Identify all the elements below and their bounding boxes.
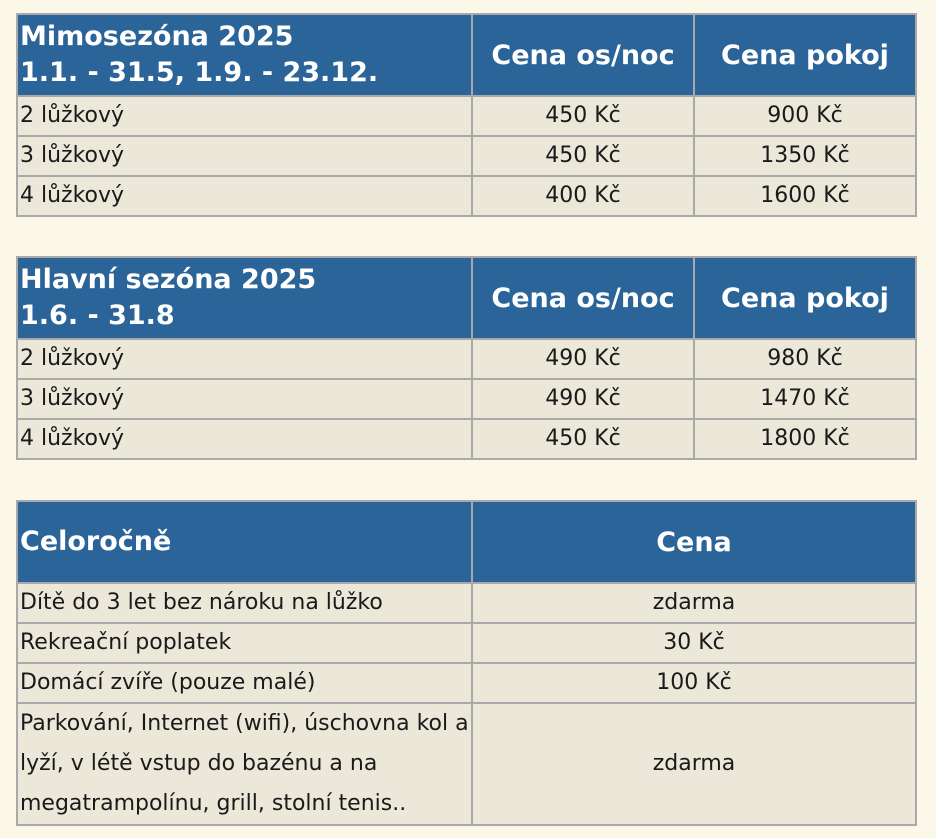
room-type-label: 3 lůžkový xyxy=(17,136,472,176)
table-row xyxy=(17,583,916,623)
fee-label: Dítě do 3 let bez nároku na lůžko xyxy=(17,583,472,623)
season-title: Hlavní sezóna 2025 xyxy=(20,264,317,295)
table-row xyxy=(17,419,916,459)
price-per-room: 980 Kč xyxy=(694,339,916,379)
table-row xyxy=(17,96,916,136)
fee-label: Parkování, Internet (wifi), úschovna kol a lyží, v létě vstup do bazénu a na megatrampolínu, grill, stolní tenis.. xyxy=(17,703,472,825)
table-row xyxy=(17,663,916,703)
table-row xyxy=(17,176,916,216)
fee-price: 100 Kč xyxy=(472,663,916,703)
price-per-room: 1470 Kč xyxy=(694,379,916,419)
room-type-label: 2 lůžkový xyxy=(17,339,472,379)
season-dates: 1.6. - 31.8 xyxy=(20,300,175,331)
price-per-room: 1800 Kč xyxy=(694,419,916,459)
table-row xyxy=(17,379,916,419)
price-per-person: 490 Kč xyxy=(472,379,694,419)
column-header-room: Cena pokoj xyxy=(694,257,916,339)
main-season-price-table xyxy=(16,256,917,460)
price-per-room: 900 Kč xyxy=(694,96,916,136)
table-row xyxy=(17,623,916,663)
table-row xyxy=(17,339,916,379)
price-per-person: 450 Kč xyxy=(472,96,694,136)
table-header-row xyxy=(17,257,916,339)
year-round-price-table xyxy=(16,500,917,826)
season-title-cell xyxy=(17,14,472,96)
table-header-row xyxy=(17,14,916,96)
price-per-person: 450 Kč xyxy=(472,136,694,176)
year-round-title: Celoročně xyxy=(17,501,472,583)
season-title: Mimosezóna 2025 xyxy=(20,21,294,52)
fee-price: zdarma xyxy=(472,583,916,623)
table-header-row xyxy=(17,501,916,583)
season-title-cell xyxy=(17,257,472,339)
price-per-room: 1600 Kč xyxy=(694,176,916,216)
price-per-person: 400 Kč xyxy=(472,176,694,216)
price-per-room: 1350 Kč xyxy=(694,136,916,176)
fee-label: Domácí zvíře (pouze malé) xyxy=(17,663,472,703)
room-type-label: 2 lůžkový xyxy=(17,96,472,136)
column-header-person-night: Cena os/noc xyxy=(472,257,694,339)
price-per-person: 450 Kč xyxy=(472,419,694,459)
table-row xyxy=(17,136,916,176)
fee-price: zdarma xyxy=(472,703,916,825)
column-header-room: Cena pokoj xyxy=(694,14,916,96)
room-type-label: 4 lůžkový xyxy=(17,419,472,459)
off-season-price-table xyxy=(16,13,917,217)
table-row xyxy=(17,703,916,825)
room-type-label: 3 lůžkový xyxy=(17,379,472,419)
season-dates: 1.1. - 31.5, 1.9. - 23.12. xyxy=(20,57,379,88)
column-header-price: Cena xyxy=(472,501,916,583)
price-per-person: 490 Kč xyxy=(472,339,694,379)
room-type-label: 4 lůžkový xyxy=(17,176,472,216)
column-header-person-night: Cena os/noc xyxy=(472,14,694,96)
fee-price: 30 Kč xyxy=(472,623,916,663)
fee-label: Rekreační poplatek xyxy=(17,623,472,663)
